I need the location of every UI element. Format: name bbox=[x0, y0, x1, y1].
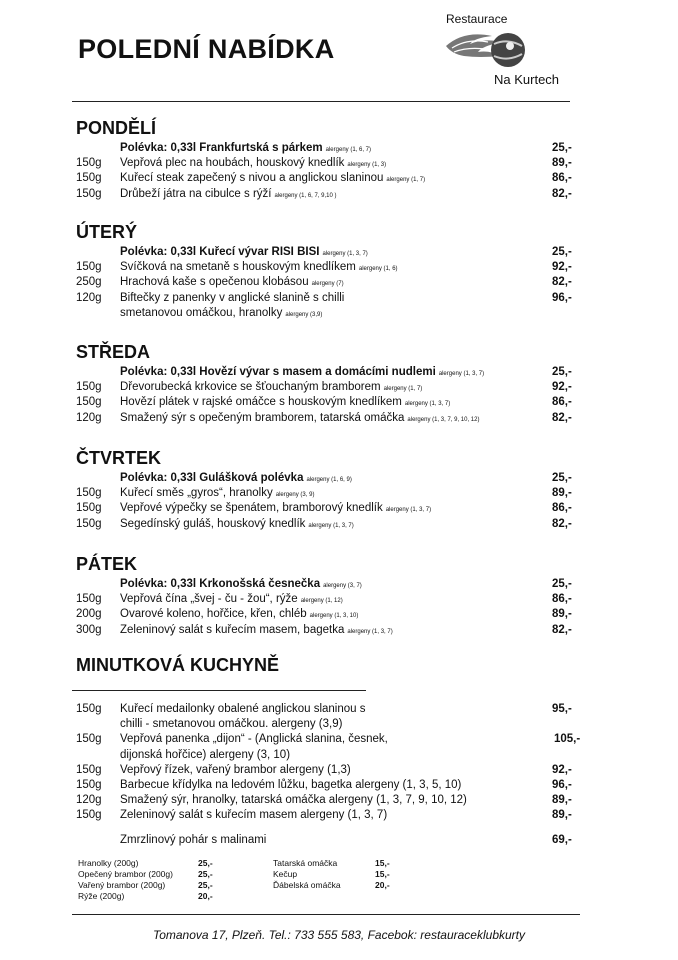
item-name: Svíčková na smetaně s houskovým knedlíkem bbox=[120, 261, 356, 274]
item-weight: 150g bbox=[76, 381, 102, 394]
item-allergens: alergeny (1, 7) bbox=[386, 177, 426, 184]
item-weight: 300g bbox=[76, 623, 102, 636]
item-name: Hovězí plátek v rajské omáčce s houskovým knedlíkem bbox=[120, 396, 402, 409]
item-name: Polévka: 0,33l Hovězí vývar s masem a domácími nudlemi bbox=[120, 366, 436, 378]
dessert-row bbox=[0, 834, 678, 849]
item-weight: 150g bbox=[76, 487, 102, 500]
dessert-desc: Zmrzlinový pohár s malinami bbox=[120, 834, 267, 846]
item-allergens: alergeny (1, 6) bbox=[358, 266, 398, 273]
item-price: 92,- bbox=[552, 763, 572, 776]
item-weight: 150g bbox=[76, 763, 102, 776]
item-desc bbox=[120, 396, 450, 408]
item-desc bbox=[120, 188, 337, 200]
minutka-divider bbox=[72, 690, 366, 691]
item-desc bbox=[120, 172, 425, 184]
item-desc bbox=[120, 593, 343, 605]
item-weight: 120g bbox=[76, 794, 102, 807]
item-weight: 150g bbox=[76, 172, 102, 185]
menu-row bbox=[0, 292, 678, 307]
item-desc bbox=[120, 157, 386, 169]
item-name: Vepřová plec na houbách, houskový knedlík bbox=[120, 157, 345, 170]
footer-contact: Tomanova 17, Plzeň. Tel.: 733 555 583, Facebok: restauraceklubkurty bbox=[152, 928, 525, 942]
item-name: Dřevorubecká krkovice se šťouchaným bramborem bbox=[120, 381, 381, 394]
item-name: Vepřové výpečky se špenátem, bramborový knedlík bbox=[120, 502, 383, 515]
day-heading: PONDĚLÍ bbox=[76, 118, 157, 138]
soup-row bbox=[0, 366, 678, 381]
item-desc bbox=[120, 246, 368, 258]
item-name: Polévka: 0,33l Frankfurtská s párkem bbox=[120, 142, 323, 154]
item-name: smetanovou omáčkou, hranolky bbox=[120, 306, 283, 319]
item-allergens: alergeny (1, 3, 7) bbox=[347, 628, 393, 635]
item-allergens: alergeny (3,9) bbox=[285, 311, 323, 318]
menu-row bbox=[0, 307, 678, 322]
item-price: 89,- bbox=[552, 794, 572, 807]
item-allergens: alergeny (1, 3, 10) bbox=[309, 613, 359, 620]
item-desc bbox=[120, 472, 352, 484]
item-price: 25,- bbox=[552, 472, 572, 484]
page-title: POLEDNÍ NABÍDKA bbox=[78, 34, 335, 64]
item-name: Zeleninový salát s kuřecím masem, bagetka bbox=[120, 623, 345, 636]
item-desc bbox=[120, 624, 393, 636]
item-weight: 150g bbox=[76, 733, 102, 746]
item-price: 89,- bbox=[552, 809, 572, 822]
item-desc bbox=[120, 502, 431, 514]
item-name: Drůbeží játra na cibulce s rýží bbox=[120, 187, 272, 200]
item-desc: Vepřový řízek, vařený brambor alergeny (1,3) bbox=[120, 763, 351, 776]
item-allergens: alergeny (1, 6, 7) bbox=[325, 147, 371, 153]
item-price: 92,- bbox=[552, 261, 572, 274]
item-allergens: alergeny (1, 3, 7) bbox=[308, 522, 354, 529]
minutka-row bbox=[0, 764, 678, 779]
item-price: 86,- bbox=[552, 396, 572, 409]
item-desc: Zeleninový salát s kuřecím masem alergeny (1, 3, 7) bbox=[120, 809, 388, 822]
minutka-row bbox=[0, 794, 678, 809]
item-desc: dijonská hořčice) alergeny (3, 10) bbox=[120, 748, 291, 761]
item-weight: 150g bbox=[76, 593, 102, 606]
item-name: Segedínský guláš, houskový knedlík bbox=[120, 517, 306, 530]
minutka-row bbox=[0, 809, 678, 824]
item-price: 95,- bbox=[552, 703, 572, 715]
side-price: 15,- bbox=[375, 869, 390, 879]
footer-divider bbox=[72, 914, 580, 915]
soup-row bbox=[0, 472, 678, 487]
item-price: 25,- bbox=[552, 246, 572, 258]
menu-row bbox=[0, 188, 678, 203]
minutka-row bbox=[0, 749, 678, 764]
item-weight: 150g bbox=[76, 809, 102, 822]
item-desc bbox=[120, 608, 358, 620]
side-price: 25,- bbox=[198, 880, 213, 890]
item-price: 82,- bbox=[552, 276, 572, 289]
item-allergens: alergeny (1, 3, 7) bbox=[322, 251, 368, 257]
item-desc: chilli - smetanovou omáčkou. alergeny (3,9) bbox=[120, 718, 343, 731]
item-allergens: alergeny (1, 7) bbox=[383, 386, 423, 393]
day-heading: ČTVRTEK bbox=[76, 448, 161, 468]
item-weight: 150g bbox=[76, 187, 102, 200]
item-allergens: alergeny (7) bbox=[311, 281, 344, 288]
item-name: Polévka: 0,33l Krkonošská česnečka bbox=[120, 578, 321, 590]
item-name: Ovarové koleno, hořčice, křen, chléb bbox=[120, 608, 307, 621]
menu-row bbox=[0, 261, 678, 276]
side-price: 15,- bbox=[375, 858, 390, 868]
menu-row bbox=[0, 172, 678, 187]
minutka-row bbox=[0, 733, 678, 748]
item-weight: 250g bbox=[76, 276, 102, 289]
item-name: Polévka: 0,33l Gulášková polévka bbox=[120, 472, 304, 484]
item-name: Polévka: 0,33l Kuřecí vývar RISI BISI bbox=[120, 246, 320, 258]
item-name: Vepřová čína „švej - ču - žou“, rýže bbox=[120, 593, 298, 606]
item-name: Biftečky z panenky v anglické slanině s chilli bbox=[120, 291, 345, 304]
menu-row bbox=[0, 412, 678, 427]
item-desc bbox=[120, 578, 362, 590]
item-weight: 150g bbox=[76, 157, 102, 170]
side-name: Kečup bbox=[273, 869, 298, 879]
item-price: 105,- bbox=[554, 733, 581, 746]
item-price: 89,- bbox=[552, 608, 572, 621]
item-desc bbox=[120, 412, 479, 424]
item-desc bbox=[120, 261, 398, 273]
flaming-ball-logo-icon bbox=[444, 26, 534, 74]
item-price: 86,- bbox=[552, 172, 572, 185]
item-desc bbox=[120, 487, 314, 499]
item-desc bbox=[120, 381, 422, 393]
item-desc: Vepřová panenka „dijon“ - (Anglická slanina, česnek, bbox=[120, 733, 388, 746]
side-price: 20,- bbox=[198, 891, 213, 901]
item-weight: 200g bbox=[76, 608, 102, 621]
item-weight: 150g bbox=[76, 396, 102, 409]
item-name: Kuřecí směs „gyros“, hranolky bbox=[120, 487, 273, 500]
item-allergens: alergeny (1, 3, 7) bbox=[385, 507, 432, 514]
item-name: Kuřecí steak zapečený s nivou a anglickou slaninou bbox=[120, 172, 384, 185]
menu-row bbox=[0, 157, 678, 172]
item-allergens: alergeny (1, 6, 9) bbox=[306, 477, 352, 483]
item-allergens: alergeny (1, 3, 7) bbox=[404, 401, 451, 408]
soup-row bbox=[0, 246, 678, 261]
item-weight: 120g bbox=[76, 291, 102, 304]
side-price: 25,- bbox=[198, 858, 213, 868]
menu-row bbox=[0, 593, 678, 608]
item-price: 96,- bbox=[552, 291, 572, 304]
minutka-heading: MINUTKOVÁ KUCHYNĚ bbox=[76, 655, 280, 675]
item-desc: Smažený sýr, hranolky, tatarská omáčka alergeny (1, 3, 7, 9, 10, 12) bbox=[120, 794, 467, 807]
menu-row bbox=[0, 396, 678, 411]
menu-row bbox=[0, 502, 678, 517]
menu-row bbox=[0, 487, 678, 502]
day-heading: ÚTERÝ bbox=[76, 222, 138, 242]
side-name: Hranolky (200g) bbox=[78, 858, 139, 868]
minutka-row bbox=[0, 718, 678, 733]
side-name: Vařený brambor (200g) bbox=[78, 880, 166, 890]
menu-row bbox=[0, 381, 678, 396]
dessert-price: 69,- bbox=[552, 834, 572, 846]
item-allergens: alergeny (1, 6, 7, 9,10 ) bbox=[274, 192, 337, 199]
item-desc bbox=[120, 518, 354, 530]
item-price: 25,- bbox=[552, 142, 572, 154]
side-name: Rýže (200g) bbox=[78, 891, 125, 901]
item-price: 86,- bbox=[552, 593, 572, 606]
side-price: 20,- bbox=[375, 880, 390, 890]
item-allergens: alergeny (3, 9) bbox=[275, 492, 315, 499]
menu-row bbox=[0, 624, 678, 639]
item-desc bbox=[120, 142, 371, 154]
item-price: 82,- bbox=[552, 623, 572, 636]
item-desc bbox=[120, 276, 344, 288]
restaurant-logo bbox=[440, 10, 580, 90]
item-price: 89,- bbox=[552, 487, 572, 500]
item-desc bbox=[120, 292, 347, 304]
item-allergens: alergeny (1, 12) bbox=[300, 598, 343, 605]
minutka-row bbox=[0, 779, 678, 794]
item-weight: 150g bbox=[76, 779, 102, 791]
logo-line2: Na Kurtech bbox=[494, 72, 560, 87]
item-price: 25,- bbox=[552, 578, 572, 590]
item-allergens: alergeny (1, 3, 7) bbox=[438, 371, 485, 377]
day-heading: PÁTEK bbox=[76, 554, 138, 574]
side-name: Tatarská omáčka bbox=[273, 858, 338, 868]
item-weight: 150g bbox=[76, 703, 102, 715]
menu-row bbox=[0, 276, 678, 291]
item-price: 89,- bbox=[552, 157, 572, 170]
item-weight: 150g bbox=[76, 502, 102, 515]
item-price: 96,- bbox=[552, 779, 572, 791]
menu-row bbox=[0, 608, 678, 623]
soup-row bbox=[0, 142, 678, 157]
side-price: 25,- bbox=[198, 869, 213, 879]
soup-row bbox=[0, 578, 678, 593]
item-name: Smažený sýr s opečeným bramborem, tatarská omáčka bbox=[120, 411, 405, 424]
header-divider bbox=[72, 101, 570, 102]
item-name: Hrachová kaše s opečenou klobásou bbox=[120, 276, 309, 289]
item-weight: 120g bbox=[76, 411, 102, 424]
item-allergens: alergeny (1, 3) bbox=[347, 162, 387, 169]
item-price: 25,- bbox=[552, 366, 572, 378]
day-heading: STŘEDA bbox=[76, 342, 151, 362]
item-price: 86,- bbox=[552, 502, 572, 515]
item-price: 82,- bbox=[552, 411, 572, 424]
item-desc bbox=[120, 366, 484, 378]
side-name: Ďábelská omáčka bbox=[273, 880, 341, 890]
item-price: 92,- bbox=[552, 381, 572, 394]
item-allergens: alergeny (1, 3, 7, 9, 10, 12) bbox=[407, 416, 480, 423]
item-price: 82,- bbox=[552, 517, 572, 530]
item-allergens: alergeny (3, 7) bbox=[323, 583, 362, 589]
item-price: 82,- bbox=[552, 187, 572, 200]
menu-row bbox=[0, 518, 678, 533]
item-desc: Kuřecí medailonky obalené anglickou slaninou s bbox=[120, 703, 366, 715]
item-desc: Barbecue křídylka na ledovém lůžku, bagetka alergeny (1, 3, 5, 10) bbox=[120, 779, 462, 791]
item-weight: 150g bbox=[76, 517, 102, 530]
item-weight: 150g bbox=[76, 261, 102, 274]
minutka-row bbox=[0, 703, 678, 718]
item-desc bbox=[120, 307, 322, 319]
side-name: Opečený brambor (200g) bbox=[78, 869, 173, 879]
logo-line1: Restaurace bbox=[446, 12, 508, 26]
